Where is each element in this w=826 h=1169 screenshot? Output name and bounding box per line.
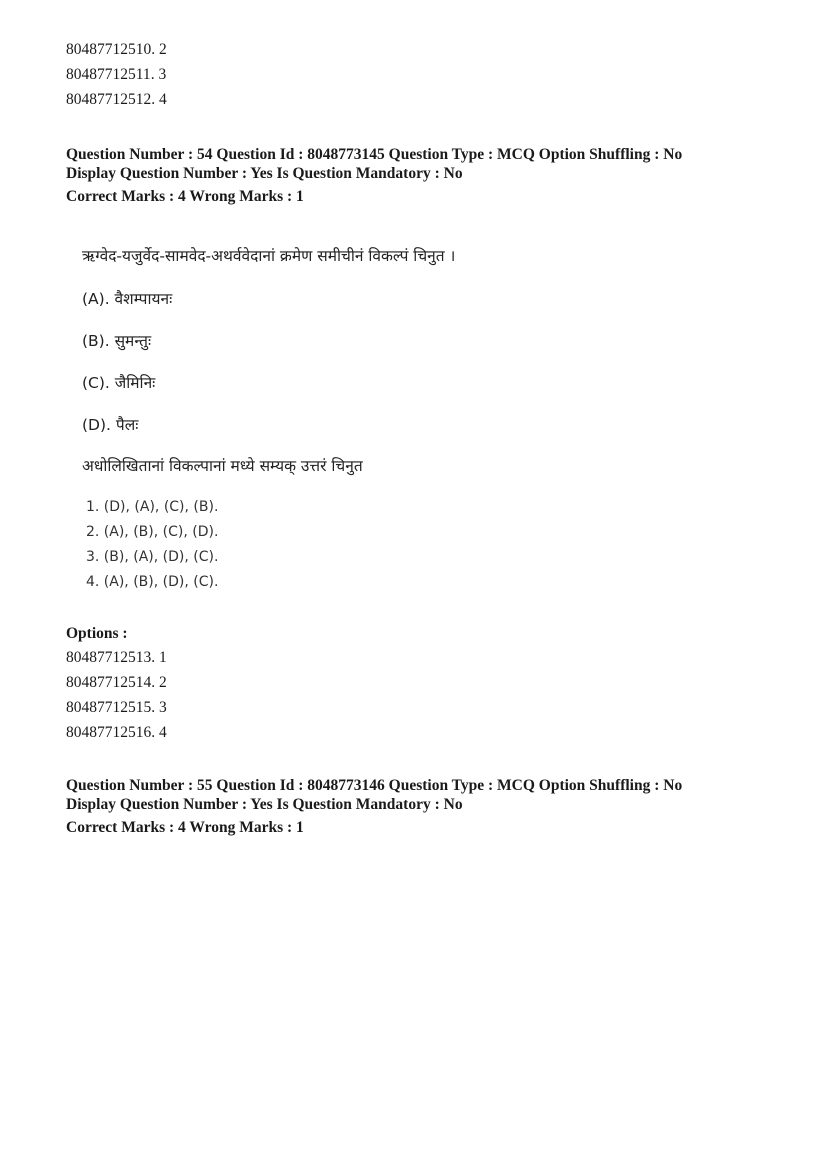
option-number: 3 [158, 66, 167, 83]
option-line: 80487712514. 2 [66, 674, 167, 691]
answer-choice: 1. (D), (A), (C), (B). [86, 499, 219, 515]
option-line: 80487712511. 3 [66, 66, 167, 83]
answer-choice: 2. (A), (B), (C), (D). [86, 524, 219, 540]
option-id: 80487712510 [66, 41, 152, 58]
option-id: 80487712512 [66, 91, 152, 108]
option-number: 4 [159, 91, 167, 108]
question-header-line1: Question Number : 55 Question Id : 8048773146 Question Type : MCQ Option Shuffling : No [66, 777, 683, 794]
option-id: 80487712515 [66, 699, 152, 716]
question-header-line3: Correct Marks : 4 Wrong Marks : 1 [66, 188, 304, 205]
option-id: 80487712513 [66, 649, 152, 666]
option-number: 4 [159, 724, 167, 741]
question-header-line2: Display Question Number : Yes Is Question Mandatory : No [66, 796, 463, 813]
question-text: ऋग्वेद-यजुर्वेद-सामवेद-अथर्ववेदानां क्रमेण समीचीनं विकल्पं चिनुत । [82, 247, 456, 265]
question-header-line2: Display Question Number : Yes Is Question Mandatory : No [66, 165, 463, 182]
option-number: 2 [159, 41, 167, 58]
list-item: (A). वैशम्पायनः [82, 290, 173, 308]
option-number: 1 [159, 649, 167, 666]
option-number: 3 [159, 699, 167, 716]
options-label: Options : [66, 625, 128, 642]
question-header-line3: Correct Marks : 4 Wrong Marks : 1 [66, 819, 304, 836]
option-line: 80487712515. 3 [66, 699, 167, 716]
option-line: 80487712512. 4 [66, 91, 167, 108]
option-id: 80487712516 [66, 724, 152, 741]
list-item: (C). जैमिनिः [82, 374, 156, 392]
answer-choice: 3. (B), (A), (D), (C). [86, 549, 219, 565]
option-line: 80487712513. 1 [66, 649, 167, 666]
answer-choice: 4. (A), (B), (D), (C). [86, 574, 219, 590]
option-line: 80487712510. 2 [66, 41, 167, 58]
instruction-text: अधोलिखितानां विकल्पानां मध्ये सम्यक् उत्तरं चिनुत [82, 457, 363, 475]
option-number: 2 [159, 674, 167, 691]
question-header-line1: Question Number : 54 Question Id : 8048773145 Question Type : MCQ Option Shuffling : No [66, 146, 683, 163]
list-item: (D). पैलः [82, 416, 139, 434]
option-id: 80487712511 [66, 66, 151, 83]
option-line: 80487712516. 4 [66, 724, 167, 741]
option-id: 80487712514 [66, 674, 152, 691]
list-item: (B). सुमन्तुः [82, 332, 152, 350]
